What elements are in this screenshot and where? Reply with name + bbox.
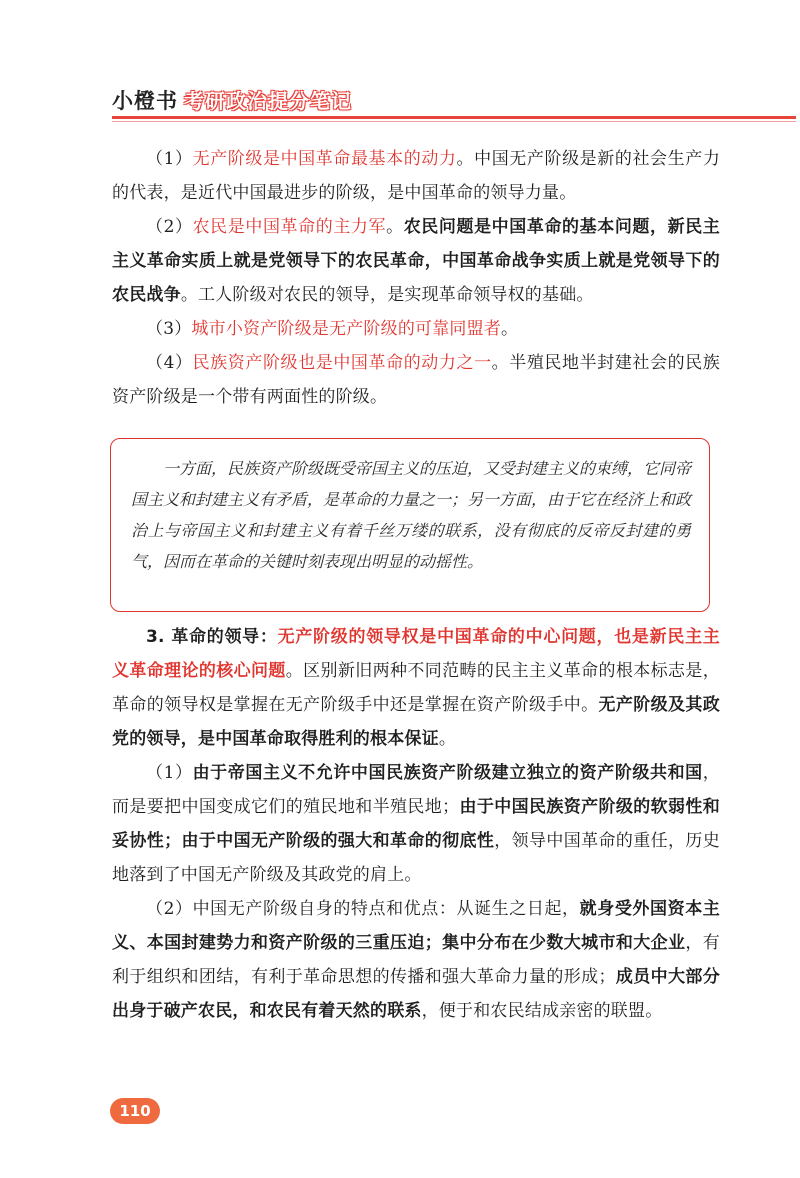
body-text: 。工人阶级对农民的领导，是实现革命领导权的基础。 [180,285,594,305]
paragraph-leadership [112,620,720,756]
highlight-text: 无产阶级是中国革命最基本的动力 [192,149,457,169]
header-rule [112,116,796,119]
bold-text: 无产阶级及其政党的领导，是中国革命取得胜利的根本保证 [112,695,720,749]
body-text: ，而是要把中国变成它们的殖民地和半殖民地； [112,763,720,817]
bold-text: 就身受外国资本主义、本国封建势力和资产阶级的三重压迫；集中分布在少数大城市和大企业 [112,899,720,953]
page-number-badge: 110 [110,1098,160,1124]
bold-text: 农民问题是中国革命的基本问题，新民主主义革命实质上就是党领导下的农民革命，中国革命战争实质上就是党领导下的农民战争 [112,217,720,305]
body-text: 。 [386,217,404,237]
item-number: （1） [146,763,193,783]
highlight-text: 城市小资产阶级是无产阶级的可靠同盟者 [191,319,502,339]
body-text: ，领导中国革命的重任，历史地落到了中国无产阶级及其政党的肩上。 [112,831,720,885]
paragraph-proletariat [112,142,720,210]
section-label: 3. 革命的领导： [146,627,278,647]
paragraph-leadership-reason-2 [112,892,720,1028]
body-text: 中国无产阶级自身的特点和优点：从诞生之日起， [192,899,580,919]
body-text: 。半殖民地半封建社会的民族资产阶级是一个带有两面性的阶级。 [112,353,720,407]
note-text: 一方面，民族资产阶级既受帝国主义的压迫，又受封建主义的束缚，它同帝国主义和封建主义有矛盾，是革命的力量之一；另一方面，由于它在经济上和政治上与帝国主义和封建主义有着千丝万缕的联系，没有彻底的反帝反封建的勇气，因而在革命的关键时刻表现出明显的动摇性。 [131,459,692,571]
paragraph-leadership-reason-1 [112,756,720,892]
item-number: （2） [146,217,193,237]
section-leadership [112,620,720,1028]
note-box [110,438,710,612]
body-text: ，有利于组织和团结，有利于革命思想的传播和强大革命力量的形成； [112,933,720,987]
paragraph-national-bourgeoisie [112,346,720,414]
book-subtitle: 考研政治提分笔记 [184,89,352,113]
highlight-text: 民族资产阶级也是中国革命的动力之一 [192,353,492,373]
item-number: （4） [146,353,193,373]
item-number: （3） [146,319,192,339]
page-header [112,84,752,114]
body-text: 。区别新旧两种不同范畴的民主主义革命的根本标志是，革命的领导权是掌握在无产阶级手中还是掌握在资产阶级手中。 [112,661,720,715]
item-number: （2） [146,899,193,919]
highlight-text: 农民是中国革命的主力军 [192,217,387,237]
body-text: 。中国无产阶级是新的社会生产力的代表，是近代中国最进步的阶级，是中国革命的领导力量。 [112,149,721,203]
body-text: ，便于和农民结成亲密的联盟。 [421,1001,663,1021]
body-text: 。 [438,729,457,749]
bold-text: 成员中大部分出身于破产农民，和农民有着天然的联系 [112,967,720,1021]
main-content [112,142,720,414]
bold-text: 由于中国民族资产阶级的软弱性和妥协性；由于中国无产阶级的强大和革命的彻底性 [112,797,721,851]
body-text: 。 [501,319,519,339]
bold-text: 由于帝国主义不允许中国民族资产阶级建立独立的资产阶级共和国 [192,763,703,783]
paragraph-petty-bourgeoisie [112,312,720,346]
highlight-text: 无产阶级的领导权是中国革命的中心问题，也是新民主主义革命理论的核心问题 [112,627,720,681]
header-rule-thin [112,121,796,122]
book-brand: 小橙书 [112,89,178,113]
item-number: （1） [146,149,193,169]
paragraph-peasants [112,210,720,312]
